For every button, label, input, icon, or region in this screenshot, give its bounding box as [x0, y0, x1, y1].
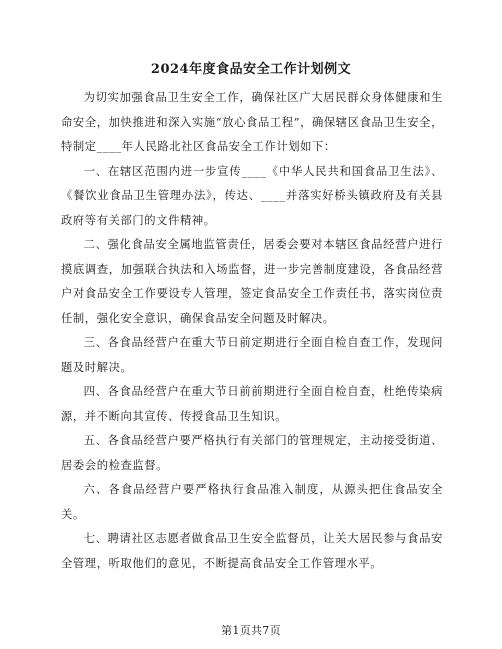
paragraph-item-4: 四、各食品经营户在重大节日前前期进行全面自检自查，杜绝传染病源，并不断向其宣传、传授食品卫生知识。	[61, 385, 443, 423]
document-body	[61, 86, 443, 576]
paragraph-item-3: 三、各食品经营户在重大节日前定期进行全面自检自查工作，发现问题及时解决。	[61, 336, 443, 374]
paragraph-intro: 为切实加强食品卫生安全工作，确保社区广大居民群众身体健康和生命安全，加快推进和深入实施“放心食品工程”，确保辖区食品卫生安全，特制定____年人民路北社区食品安全工作计划如下：	[61, 91, 443, 153]
document-title: 2024年度食品安全工作计划例文	[150, 62, 352, 77]
paragraph-item-2: 二、强化食品安全属地监管责任，居委会要对本辖区食品经营户进行摸底调查，加强联合执法和入场监督，进一步完善制度建设，各食品经营户对食品安全工作要设专人管理，签定食品安全工作责任书，落实岗位责任制，强化安全意识，确保食品安全问题及时解决。	[61, 238, 443, 325]
paragraph-item-5: 五、各食品经营户要严格执行有关部门的管理规定，主动接受街道、居委会的检查监督。	[61, 434, 443, 472]
paragraph-item-1: 一、在辖区范围内进一步宣传____《中华人民共和国食品卫生法》、《餐饮业食品卫生管理办法》，传达、____并落实好桥头镇政府及有关县政府等有关部门的文件精神。	[61, 164, 443, 227]
paragraph-item-6: 六、各食品经营户要严格执行食品准入制度，从源头把住食品安全关。	[61, 483, 443, 521]
page-number: 第1页共7页	[221, 624, 281, 637]
paragraph-item-7: 七、聘请社区志愿者做食品卫生安全监督员，让关大居民参与食品安全管理，听取他们的意见，不断提高食品安全工作管理水平。	[61, 532, 443, 570]
